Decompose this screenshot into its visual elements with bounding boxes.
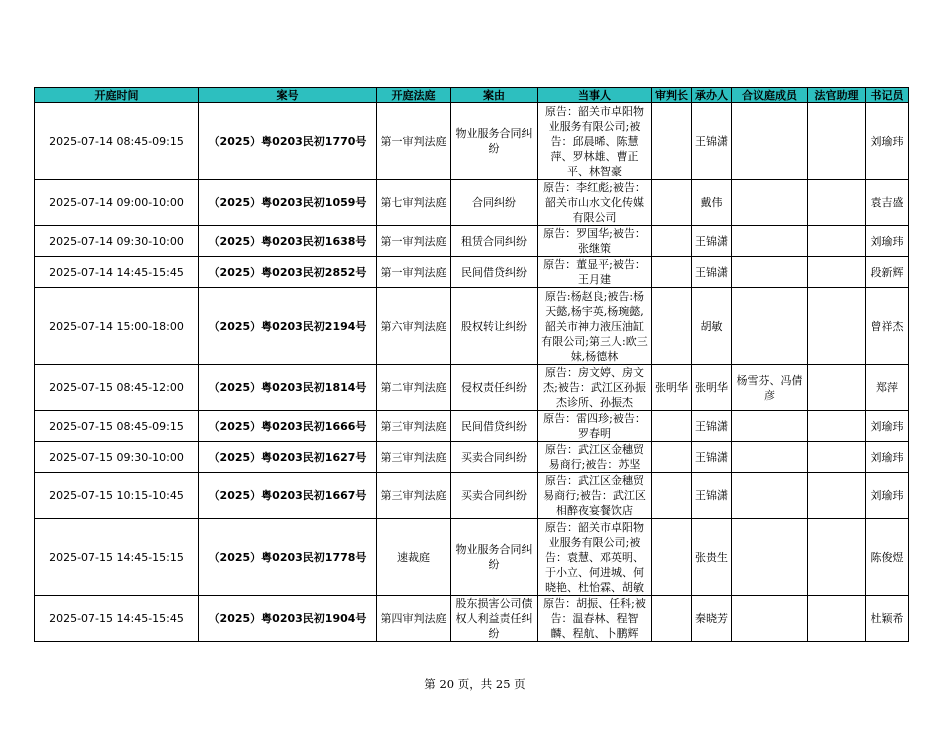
table-row bbox=[35, 411, 909, 442]
case-number-cell: （2025）粤0203民初1778号 bbox=[199, 519, 377, 596]
header-chief-judge: 审判长 bbox=[652, 88, 692, 103]
header-handler: 承办人 bbox=[692, 88, 732, 103]
parties-cell: 原告：韶关市卓阳物业服务有限公司;被告：袁慧、邓英明、于小立、何进城、何晓艳、杜怡霖、胡敏 bbox=[538, 519, 652, 596]
judge-assistant-cell bbox=[808, 411, 866, 442]
chief-judge-cell bbox=[652, 180, 692, 226]
hearing-time-cell: 2025-07-15 14:45-15:15 bbox=[35, 519, 199, 596]
chief-judge-cell bbox=[652, 411, 692, 442]
case-cause-cell: 租赁合同纠纷 bbox=[451, 226, 538, 257]
clerk-cell: 刘瑜玮 bbox=[866, 226, 909, 257]
table-row bbox=[35, 365, 909, 411]
hearing-time-cell: 2025-07-15 08:45-09:15 bbox=[35, 411, 199, 442]
clerk-cell: 刘瑜玮 bbox=[866, 103, 909, 180]
handler-cell: 胡敏 bbox=[692, 288, 732, 365]
court-room-cell: 速裁庭 bbox=[377, 519, 451, 596]
court-room-cell: 第六审判法庭 bbox=[377, 288, 451, 365]
case-number-cell: （2025）粤0203民初1059号 bbox=[199, 180, 377, 226]
judge-assistant-cell bbox=[808, 365, 866, 411]
parties-cell: 原告：胡振、任科;被告：温春林、程智麟、程航、卜鹏辉 bbox=[538, 596, 652, 642]
case-number-cell: （2025）粤0203民初1666号 bbox=[199, 411, 377, 442]
header-cause: 案由 bbox=[451, 88, 538, 103]
hearing-time-cell: 2025-07-14 09:00-10:00 bbox=[35, 180, 199, 226]
case-number-cell: （2025）粤0203民初1770号 bbox=[199, 103, 377, 180]
court-room-cell: 第三审判法庭 bbox=[377, 442, 451, 473]
hearing-time-cell: 2025-07-14 15:00-18:00 bbox=[35, 288, 199, 365]
judge-assistant-cell bbox=[808, 103, 866, 180]
judge-assistant-cell bbox=[808, 473, 866, 519]
hearing-schedule-table bbox=[34, 87, 909, 642]
court-room-cell: 第一审判法庭 bbox=[377, 103, 451, 180]
court-room-cell: 第一审判法庭 bbox=[377, 257, 451, 288]
chief-judge-cell bbox=[652, 519, 692, 596]
chief-judge-cell bbox=[652, 103, 692, 180]
clerk-cell: 郑萍 bbox=[866, 365, 909, 411]
handler-cell: 王锦潇 bbox=[692, 411, 732, 442]
panel-members-cell bbox=[732, 473, 808, 519]
court-room-cell: 第三审判法庭 bbox=[377, 473, 451, 519]
hearing-time-cell: 2025-07-14 08:45-09:15 bbox=[35, 103, 199, 180]
parties-cell: 原告：武江区金穗贸易商行;被告：苏坚 bbox=[538, 442, 652, 473]
table-row bbox=[35, 103, 909, 180]
clerk-cell: 刘瑜玮 bbox=[866, 411, 909, 442]
parties-cell: 原告:杨赵良;被告:杨天懿,杨宇英,杨琬懿,韶关市神力液压油缸有限公司;第三人:欧三妹,杨德林 bbox=[538, 288, 652, 365]
table-row bbox=[35, 473, 909, 519]
parties-cell: 原告：韶关市卓阳物业服务有限公司;被告：邱晨晞、陈慧萍、罗林雄、曹正平、林智豪 bbox=[538, 103, 652, 180]
parties-cell: 原告：武江区金穗贸易商行;被告：武江区相醉夜宴餐饮店 bbox=[538, 473, 652, 519]
header-assistant: 法官助理 bbox=[808, 88, 866, 103]
hearing-time-cell: 2025-07-15 08:45-12:00 bbox=[35, 365, 199, 411]
court-room-cell: 第三审判法庭 bbox=[377, 411, 451, 442]
case-cause-cell: 买卖合同纠纷 bbox=[451, 473, 538, 519]
judge-assistant-cell bbox=[808, 519, 866, 596]
clerk-cell: 杜颖希 bbox=[866, 596, 909, 642]
parties-cell: 原告：董显平;被告：王月建 bbox=[538, 257, 652, 288]
table-row bbox=[35, 596, 909, 642]
hearing-time-cell: 2025-07-14 09:30-10:00 bbox=[35, 226, 199, 257]
panel-members-cell bbox=[732, 596, 808, 642]
panel-members-cell bbox=[732, 180, 808, 226]
chief-judge-cell bbox=[652, 473, 692, 519]
chief-judge-cell bbox=[652, 226, 692, 257]
header-clerk: 书记员 bbox=[866, 88, 909, 103]
case-cause-cell: 股权转让纠纷 bbox=[451, 288, 538, 365]
case-cause-cell: 股东损害公司债权人利益责任纠纷 bbox=[451, 596, 538, 642]
case-number-cell: （2025）粤0203民初2194号 bbox=[199, 288, 377, 365]
handler-cell: 王锦潇 bbox=[692, 257, 732, 288]
table-row bbox=[35, 226, 909, 257]
header-time: 开庭时间 bbox=[35, 88, 199, 103]
case-cause-cell: 合同纠纷 bbox=[451, 180, 538, 226]
chief-judge-cell bbox=[652, 442, 692, 473]
judge-assistant-cell bbox=[808, 288, 866, 365]
handler-cell: 王锦潇 bbox=[692, 473, 732, 519]
panel-members-cell bbox=[732, 519, 808, 596]
judge-assistant-cell bbox=[808, 442, 866, 473]
hearing-time-cell: 2025-07-15 09:30-10:00 bbox=[35, 442, 199, 473]
case-number-cell: （2025）粤0203民初2852号 bbox=[199, 257, 377, 288]
header-case-no: 案号 bbox=[199, 88, 377, 103]
chief-judge-cell bbox=[652, 288, 692, 365]
case-number-cell: （2025）粤0203民初1814号 bbox=[199, 365, 377, 411]
court-room-cell: 第一审判法庭 bbox=[377, 226, 451, 257]
judge-assistant-cell bbox=[808, 257, 866, 288]
clerk-cell: 袁吉盛 bbox=[866, 180, 909, 226]
table-row bbox=[35, 257, 909, 288]
court-room-cell: 第七审判法庭 bbox=[377, 180, 451, 226]
handler-cell: 王锦潇 bbox=[692, 103, 732, 180]
parties-cell: 原告：房文婷、房文杰;被告：武江区孙振杰诊所、孙振杰 bbox=[538, 365, 652, 411]
handler-cell: 秦晓芳 bbox=[692, 596, 732, 642]
case-number-cell: （2025）粤0203民初1904号 bbox=[199, 596, 377, 642]
case-number-cell: （2025）粤0203民初1627号 bbox=[199, 442, 377, 473]
table-row bbox=[35, 180, 909, 226]
judge-assistant-cell bbox=[808, 180, 866, 226]
case-cause-cell: 物业服务合同纠纷 bbox=[451, 519, 538, 596]
header-panel: 合议庭成员 bbox=[732, 88, 808, 103]
judge-assistant-cell bbox=[808, 226, 866, 257]
panel-members-cell bbox=[732, 442, 808, 473]
table-header-row bbox=[35, 88, 909, 103]
clerk-cell: 刘瑜玮 bbox=[866, 442, 909, 473]
handler-cell: 张明华 bbox=[692, 365, 732, 411]
table-row bbox=[35, 442, 909, 473]
case-cause-cell: 民间借贷纠纷 bbox=[451, 257, 538, 288]
header-court: 开庭法庭 bbox=[377, 88, 451, 103]
case-cause-cell: 侵权责任纠纷 bbox=[451, 365, 538, 411]
table-row bbox=[35, 288, 909, 365]
case-cause-cell: 物业服务合同纠纷 bbox=[451, 103, 538, 180]
clerk-cell: 曾祥杰 bbox=[866, 288, 909, 365]
panel-members-cell: 杨雪芬、冯倩彦 bbox=[732, 365, 808, 411]
panel-members-cell bbox=[732, 257, 808, 288]
court-room-cell: 第二审判法庭 bbox=[377, 365, 451, 411]
chief-judge-cell: 张明华 bbox=[652, 365, 692, 411]
handler-cell: 戴伟 bbox=[692, 180, 732, 226]
panel-members-cell bbox=[732, 411, 808, 442]
case-cause-cell: 买卖合同纠纷 bbox=[451, 442, 538, 473]
panel-members-cell bbox=[732, 288, 808, 365]
case-cause-cell: 民间借贷纠纷 bbox=[451, 411, 538, 442]
hearing-time-cell: 2025-07-15 14:45-15:45 bbox=[35, 596, 199, 642]
parties-cell: 原告：李红彪;被告：韶关市山水文化传媒有限公司 bbox=[538, 180, 652, 226]
chief-judge-cell bbox=[652, 257, 692, 288]
parties-cell: 原告：罗国华;被告：张继策 bbox=[538, 226, 652, 257]
table-row bbox=[35, 519, 909, 596]
parties-cell: 原告：雷四珍;被告：罗春明 bbox=[538, 411, 652, 442]
clerk-cell: 刘瑜玮 bbox=[866, 473, 909, 519]
case-number-cell: （2025）粤0203民初1667号 bbox=[199, 473, 377, 519]
panel-members-cell bbox=[732, 226, 808, 257]
court-room-cell: 第四审判法庭 bbox=[377, 596, 451, 642]
case-number-cell: （2025）粤0203民初1638号 bbox=[199, 226, 377, 257]
header-parties: 当事人 bbox=[538, 88, 652, 103]
handler-cell: 王锦潇 bbox=[692, 226, 732, 257]
handler-cell: 张贵生 bbox=[692, 519, 732, 596]
hearing-time-cell: 2025-07-15 10:15-10:45 bbox=[35, 473, 199, 519]
hearing-time-cell: 2025-07-14 14:45-15:45 bbox=[35, 257, 199, 288]
chief-judge-cell bbox=[652, 596, 692, 642]
clerk-cell: 段新辉 bbox=[866, 257, 909, 288]
clerk-cell: 陈俊煜 bbox=[866, 519, 909, 596]
judge-assistant-cell bbox=[808, 596, 866, 642]
handler-cell: 王锦潇 bbox=[692, 442, 732, 473]
panel-members-cell bbox=[732, 103, 808, 180]
page-footer: 第 20 页，共 25 页 bbox=[424, 677, 526, 691]
